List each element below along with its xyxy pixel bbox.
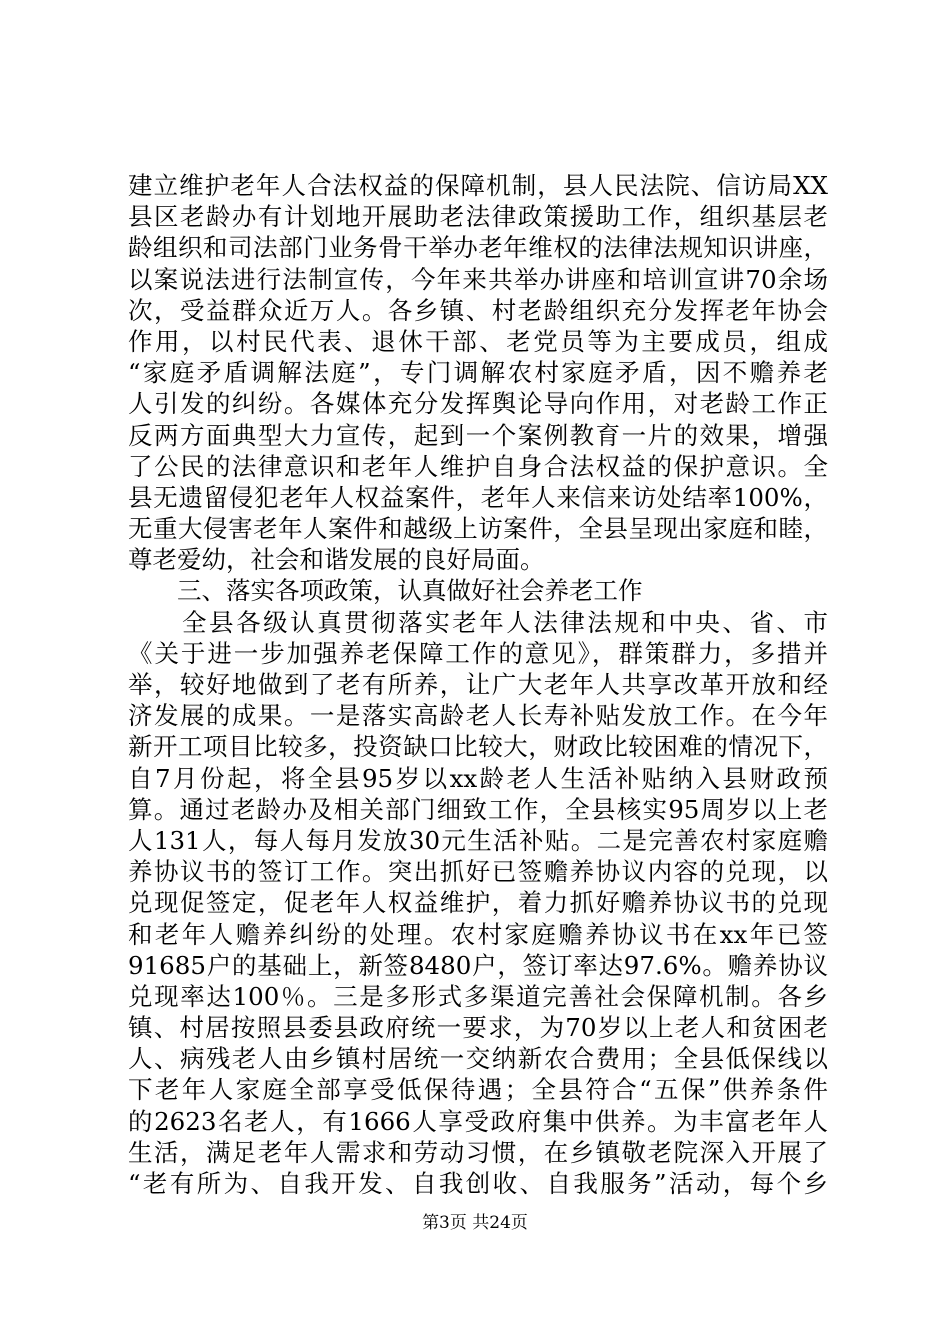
text-line: 自7月份起，将全县95岁以xx龄老人生活补贴纳入县财政预 xyxy=(128,763,828,793)
text-line: 算。通过老龄办及相关部门细致工作，全县核实95周岁以上老 xyxy=(128,794,828,824)
text-line: 县无遗留侵犯老年人权益案件，老年人来信来访处结率100%， xyxy=(128,482,828,512)
text-line: 镇、村居按照县委县政府统一要求，为70岁以上老人和贫困老 xyxy=(128,1013,828,1043)
text-line: 的2623名老人，有1666人享受政府集中供养。为丰富老年人 xyxy=(128,1106,828,1136)
text-line: 举，较好地做到了老有所养，让广大老年人共享改革开放和经 xyxy=(128,670,828,699)
text-line: 以案说法进行法制宣传，今年来共举办讲座和培训宣讲70余场 xyxy=(128,264,828,294)
text-line: 济发展的成果。一是落实高龄老人长寿补贴发放工作。在今年 xyxy=(128,701,828,731)
text-line: 尊老爱幼，社会和谐发展的良好局面。 xyxy=(128,545,545,575)
text-line: 人131人，每人每月发放30元生活补贴。二是完善农村家庭赡 xyxy=(128,825,828,855)
text-line: 兑现促签定，促老年人权益维护，着力抓好赡养协议书的兑现 xyxy=(128,888,828,918)
text-line: 无重大侵害老年人案件和越级上访案件，全县呈现出家庭和睦， xyxy=(128,514,828,544)
text-line: 县区老龄办有计划地开展助老法律政策援助工作，组织基层老 xyxy=(128,202,828,232)
text-line: 次，受益群众近万人。各乡镇、村老龄组织充分发挥老年协会 xyxy=(128,295,828,325)
text-line: 生活，满足老年人需求和劳动习惯，在乡镇敬老院深入开展了 xyxy=(128,1137,828,1167)
text-line: “家庭矛盾调解法庭”，专门调解农村家庭矛盾，因不赡养老 xyxy=(128,358,828,388)
text-line: 和老年人赡养纠纷的处理。农村家庭赡养协议书在xx年已签 xyxy=(128,919,828,949)
text-line: 兑现率达100％。三是多形式多渠道完善社会保障机制。各乡 xyxy=(128,981,828,1011)
text-line: 人引发的纠纷。各媒体充分发挥舆论导向作用，对老龄工作正 xyxy=(128,389,828,419)
text-line: 建立维护老年人合法权益的保障机制，县人民法院、信访局XX xyxy=(128,171,828,200)
text-line: 全县各级认真贯彻落实老年人法律法规和中央、省、市 xyxy=(128,607,828,637)
text-line: 新开工项目比较多，投资缺口比较大，财政比较困难的情况下， xyxy=(128,732,828,762)
text-line: 养协议书的签订工作。突出抓好已签赡养协议内容的兑现，以 xyxy=(128,857,828,887)
text-line: 反两方面典型大力宣传，起到一个案例教育一片的效果，增强 xyxy=(128,420,828,450)
text-line: 91685户的基础上，新签8480户，签订率达97.6%。赡养协议 xyxy=(128,950,828,980)
document-body xyxy=(128,170,828,1199)
text-line: “老有所为、自我开发、自我创收、自我服务”活动，每个乡 xyxy=(128,1169,828,1198)
text-line: 人、病残老人由乡镇村居统一交纳新农合费用；全县低保线以 xyxy=(128,1044,828,1074)
text-line: 龄组织和司法部门业务骨干举办老年维权的法律法规知识讲座， xyxy=(128,233,828,263)
text-line: 了公民的法律意识和老年人维护自身合法权益的保护意识。全 xyxy=(128,451,828,481)
text-line: 作用，以村民代表、退休干部、老党员等为主要成员，组成 xyxy=(128,326,828,356)
page-footer: 第3页 共24页 xyxy=(422,1213,528,1233)
section-heading: 三、落实各项政策，认真做好社会养老工作 xyxy=(128,576,643,606)
text-line: 《关于进一步加强养老保障工作的意见》，群策群力，多措并 xyxy=(128,638,828,668)
text-line: 下老年人家庭全部享受低保待遇；全县符合“五保”供养条件 xyxy=(128,1075,828,1105)
